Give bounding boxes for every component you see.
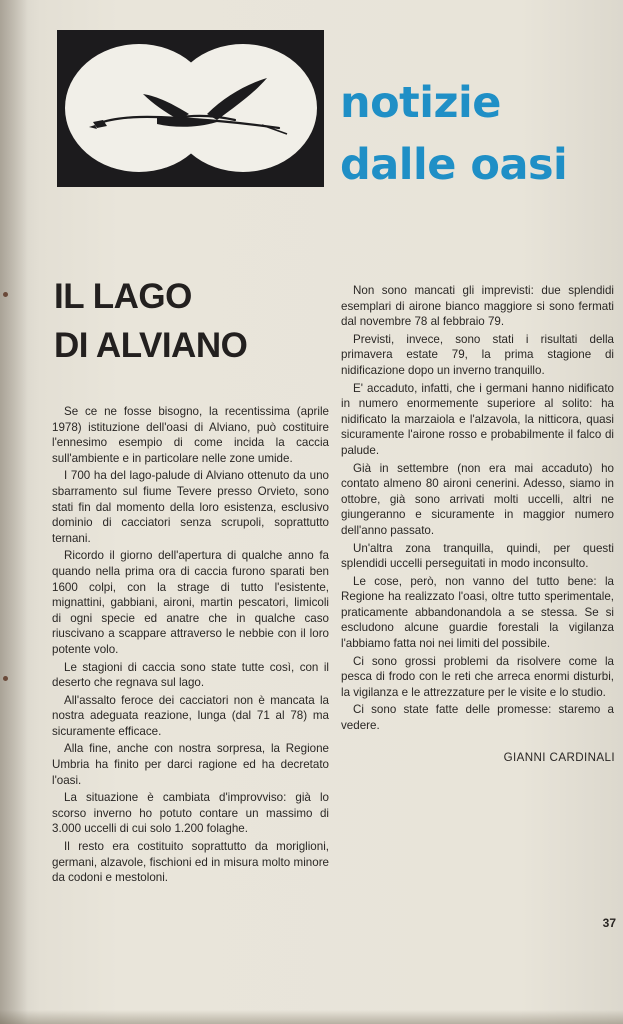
paragraph: La situazione è cambiata d'improvviso: già lo scorso inverno ho potuto contare un massimo di 3.000 uccelli di cui solo 1.200 folaghe. xyxy=(52,791,329,836)
article-title-line2: DI ALVIANO xyxy=(54,326,248,365)
section-header xyxy=(340,72,610,196)
paragraph: Le cose, però, non vanno del tutto bene: la Regione ha realizzato l'oasi, oltre tutto sperimentale, praticamente abbandonandola a se stessa. Se si escludono alcune guardie forestali la vigilanza l'abbiamo fatta noi nei limiti del possibile. xyxy=(341,574,614,651)
paragraph: Già in settembre (non era mai accaduto) ho contato almeno 80 aironi cenerini. Adesso, siamo in ottobre, già sono arrivati molti uccelli, altri ne giungeranno e sicuramente in maggior numero dell'anno passato. xyxy=(341,461,614,537)
paragraph: I 700 ha del lago-palude di Alviano ottenuto da uno sbarramento sul fiume Tevere presso Orvieto, sono stati fin dal momento della loro esistenza, esclusivo dominio di cacciatori senza scrupoli, soprattutto ternani. xyxy=(52,469,329,545)
article-left-column xyxy=(52,404,329,888)
oasis-logo xyxy=(57,30,324,187)
binding-mark xyxy=(3,292,8,297)
paragraph: Se ce ne fosse bisogno, la recentissima (aprile 1978) istituzione dell'oasi di Alviano, può costituire l'ennesimo esempio di come incida la caccia sull'ambiente e in particolare nelle zone umide. xyxy=(52,405,329,465)
paragraph: Un'altra zona tranquilla, quindi, per questi splendidi uccelli perseguitati in modo inconsulto. xyxy=(341,541,614,571)
paragraph: Ci sono grossi problemi da risolvere come la pesca di frodo con le reti che arreca enormi disturbi, la vigilanza e le attrezzature per le visite e lo studio. xyxy=(341,654,614,699)
article-right-column xyxy=(341,283,614,736)
paragraph: Alla fine, anche con nostra sorpresa, la Regione Umbria ha finito per darci ragione ed ha decretato l'oasi. xyxy=(52,742,329,787)
article-title-line1: IL LAGO xyxy=(54,277,192,316)
paragraph: Il resto era costituito soprattutto da moriglioni, germani, alzavole, fischioni ed in misura molto minore da codoni e mestoloni. xyxy=(52,840,329,885)
section-header-line2: dalle oasi xyxy=(340,140,568,190)
paragraph: E' accaduto, infatti, che i germani hanno nidificato in numero enormemente superiore al solito: ha nidificato la marzaiola e l'alzavola, la nitticora, quasi sicuramente l'airone rosso e probabilmente il falco di palude. xyxy=(341,381,614,457)
author-byline: GIANNI CARDINALI xyxy=(503,751,615,764)
paragraph: Previsti, invece, sono stati i risultati della primavera estate 79, la prima stagione di nidificazione dopo un inverno tranquillo. xyxy=(341,332,614,377)
page-bottom-edge xyxy=(0,1010,623,1024)
paragraph: Ricordo il giorno dell'apertura di qualche anno fa quando nella prima ora di caccia furono sparati ben 1600 colpi, con la strage di tutto l'esistente, mignattini, gabbiani, aironi, martin pescatori, limicoli di ogni specie ed anatre che in qualche caso riuscivano a scappare attraverso le nebbie con il loro potente volo. xyxy=(52,549,329,656)
paragraph: Non sono mancati gli imprevisti: due splendidi esemplari di airone bianco maggiore si sono fermati dal novembre 78 al febbraio 79. xyxy=(341,284,614,329)
paragraph: All'assalto feroce dei cacciatori non è mancata la nostra adeguata reazione, lunga (dal 71 al 78) ma sicuramente efficace. xyxy=(52,693,329,738)
article-title xyxy=(54,272,314,370)
paragraph: Le stagioni di caccia sono state tutte così, con il deserto che regnava sul lago. xyxy=(52,660,329,690)
paragraph: Ci sono state fatte delle promesse: staremo a vedere. xyxy=(341,703,614,733)
flamingo-in-oasis-emblem-icon xyxy=(57,30,324,187)
page-number: 37 xyxy=(602,916,616,930)
binding-shadow xyxy=(0,0,28,1024)
binding-mark xyxy=(3,676,8,681)
section-header-line1: notizie xyxy=(340,78,501,128)
